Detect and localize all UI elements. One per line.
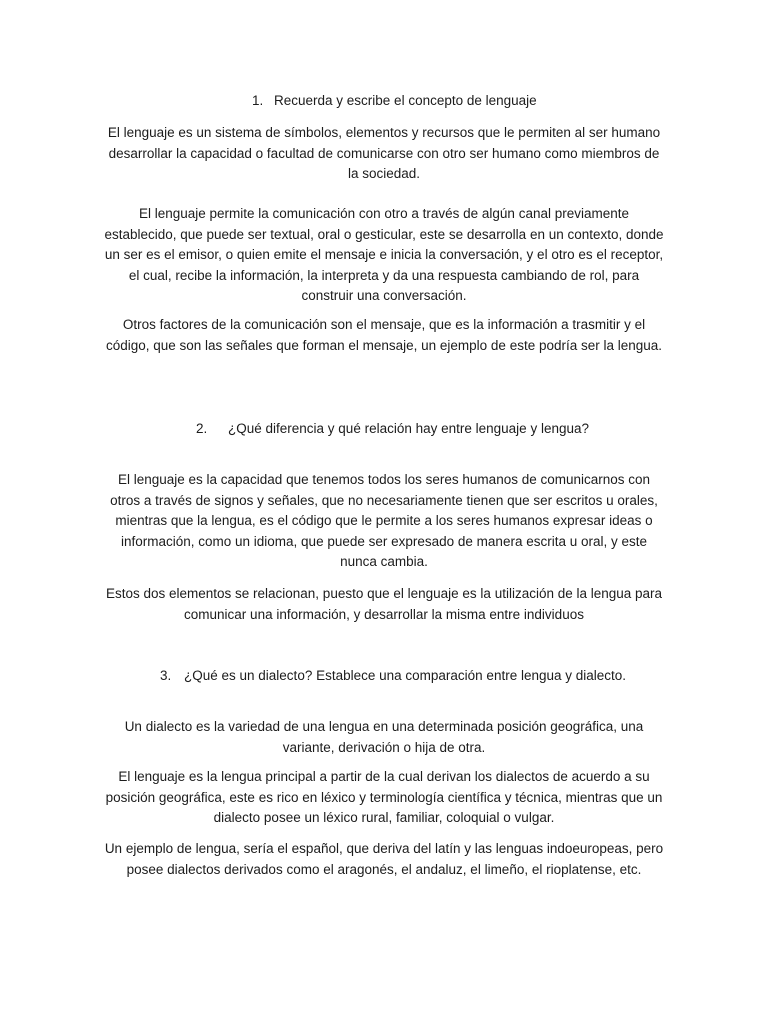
question-2-number: 2. bbox=[196, 421, 208, 436]
question-2 bbox=[196, 419, 589, 439]
answer-3-paragraph-3: Un ejemplo de lengua, sería el español, que deriva del latín y las lenguas indoeuropeas, pero posee dialectos derivados como el aragonés, el andaluz, el limeño, el rioplatense, etc. bbox=[104, 841, 664, 877]
question-3-number: 3. bbox=[160, 668, 172, 683]
answer-1-paragraph-2: El lenguaje permite la comunicación con otro a través de algún canal previamente establecido, que puede ser textual, oral o gesticular, este se desarrolla en un contexto, donde un ser es el emisor, o quien emite el mensaje e inicia la conversación, y el otro es el receptor, el cual, recibe la información, la interpreta y da una respuesta cambiando de rol, para construir una conversación. bbox=[104, 206, 664, 304]
answer-2-paragraph-2: Estos dos elementos se relacionan, puesto que el lenguaje es la utilización de la lengua para comunicar una información, y desarrollar la misma entre individuos bbox=[105, 586, 663, 622]
question-3 bbox=[160, 666, 626, 686]
answer-3-paragraph-2: El lenguaje es la lengua principal a partir de la cual derivan los dialectos de acuerdo a su posición geográfica, este es rico en léxico y terminología científica y técnica, mientras que un dialecto posee un léxico rural, familiar, coloquial o vulgar. bbox=[105, 769, 663, 826]
question-3-text: ¿Qué es un dialecto? Establece una comparación entre lengua y dialecto. bbox=[184, 668, 627, 683]
answer-3-paragraph-1: Un dialecto es la variedad de una lengua en una determinada posición geográfica, una variante, derivación o hija de otra. bbox=[124, 719, 644, 755]
answer-1-paragraph-1: El lenguaje es un sistema de símbolos, elementos y recursos que le permiten al ser humano desarrollar la capacidad o facultad de comunicarse con otro ser humano como miembros de la sociedad. bbox=[107, 125, 661, 182]
question-1-text: Recuerda y escribe el concepto de lenguaje bbox=[274, 93, 537, 108]
question-2-text: ¿Qué diferencia y qué relación hay entre lenguaje y lengua? bbox=[228, 421, 589, 436]
question-1-number: 1. bbox=[252, 93, 264, 108]
answer-2-paragraph-1: El lenguaje es la capacidad que tenemos todos los seres humanos de comunicarnos con otros a través de signos y señales, que no necesariamente tienen que ser escritos u orales, mientras que la lengua, es el código que le permite a los seres humanos expresar ideas o información, como un idioma, que puede ser expresado de manera escrita u oral, y este nunca cambia. bbox=[110, 472, 658, 570]
question-1 bbox=[252, 91, 537, 111]
answer-1-paragraph-3: Otros factores de la comunicación son el mensaje, que es la información a trasmitir y el código, que son las señales que forman el mensaje, un ejemplo de este podría ser la lengua. bbox=[105, 317, 663, 353]
